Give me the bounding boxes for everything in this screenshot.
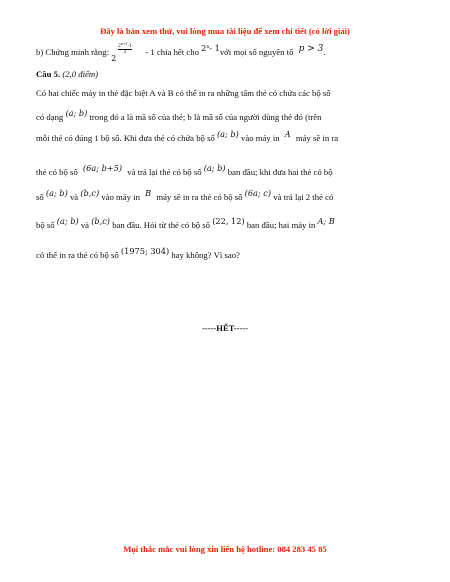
two-power-n — [201, 43, 220, 53]
machine-a: A — [284, 129, 291, 139]
para-line-7 — [36, 246, 240, 261]
power-base: 2 — [111, 53, 117, 63]
pair-6a-c: (6a; c) — [244, 188, 272, 198]
line-7-b: hay không? Vì sao? — [171, 250, 240, 260]
exp-numerator-tail: -1 — [127, 44, 132, 49]
question-label: Câu 5. — [36, 69, 61, 79]
part-b-prefix: b) Chứng minh rằng: — [36, 47, 109, 57]
pair-ab: (a; b) — [203, 163, 226, 173]
line-4-a: thẻ có bộ số — [36, 167, 78, 177]
line-6-d: ban đầu; hai máy in — [246, 220, 316, 230]
para-line-6 — [36, 216, 335, 231]
line-3-b: vào máy in — [241, 133, 280, 143]
pair-ab: (a; b) — [65, 108, 88, 118]
para-line-5 — [36, 188, 334, 203]
pair-1975-304: (1975; 304) — [120, 246, 170, 256]
line-5-d: máy sẽ in ra thẻ có bộ số — [156, 192, 243, 202]
part-b-tail: với mọi số nguyên tố — [219, 47, 294, 57]
line-5-a: số — [36, 192, 44, 202]
exp-numerator-sup: n+1 — [120, 42, 128, 46]
pair-bc: (b,c) — [91, 216, 111, 226]
end-marker: -----HẾT----- — [202, 323, 248, 333]
exp-numerator: 2 — [118, 44, 121, 49]
part-b-middle: chia hết cho — [156, 47, 199, 57]
pair-ab: (a; b) — [45, 188, 68, 198]
para-line-4 — [36, 163, 333, 178]
hotline-banner: Mọi thắc mắc vui lòng xin liên hệ hotline: 084 283 45 85 — [123, 544, 327, 554]
pair-ab: (a; b) — [216, 129, 239, 139]
line-1-text: Có hai chiếc máy in thẻ đặc biệt A và B có thể in ra những tấm thẻ có chứa các bộ số — [36, 88, 331, 98]
line-5-b: và — [69, 192, 79, 202]
minus-one: - 1 — [145, 47, 155, 57]
two-base: 2 — [201, 43, 207, 53]
para-line-1 — [36, 87, 331, 99]
line-2-b: trong đó a là mã số của thẻ; b là mã số của người dùng thẻ đó (trên — [89, 112, 322, 122]
pair-22-12: (22, 12) — [212, 216, 245, 226]
fraction-exponent — [118, 44, 132, 55]
part-b-line — [36, 42, 326, 63]
para-line-2 — [36, 108, 322, 123]
line-6-a: bộ số — [36, 220, 55, 230]
line-6-b: và — [80, 220, 90, 230]
line-6-c: ban đầu. Hỏi từ thẻ có bộ số — [112, 220, 211, 230]
line-4-c: ban đầu; khi đưa hai thẻ có bộ — [227, 167, 333, 177]
pair-ab: (a; b) — [56, 216, 79, 226]
para-line-3 — [36, 129, 339, 144]
line-7-a: có thể in ra thẻ có bộ số — [36, 250, 119, 260]
exp-denominator: 3 — [123, 50, 127, 55]
period: . — [323, 47, 326, 57]
line-4-b: và trả lại thẻ có bộ số — [127, 167, 202, 177]
n-superscript: n — [206, 45, 210, 50]
line-3-c: máy sẽ in ra — [295, 133, 339, 143]
line-2-a: có dạng — [36, 112, 64, 122]
question-points: (2,0 điểm) — [62, 69, 99, 79]
machine-b: B — [145, 188, 152, 198]
pair-bc: (b,c) — [80, 188, 100, 198]
prime-condition: p > 3 — [298, 44, 324, 54]
cau5-heading — [36, 68, 98, 80]
minus-one-2: - 1 — [209, 43, 220, 53]
machines-ab: A; B — [317, 216, 335, 226]
line-5-c: vào máy in — [101, 192, 140, 202]
line-5-e: và trả lại 2 thẻ có — [273, 192, 334, 202]
preview-banner: Đây là bản xem thử, vui lòng mua tài liệu để xem chi tiết (có lời giải) — [100, 26, 350, 36]
line-3-a: mỗi thẻ có đúng 1 bộ số. Khi đưa thẻ có chứa bộ số — [36, 133, 215, 143]
pair-6a-b5: (6a; b+5) — [82, 163, 123, 173]
